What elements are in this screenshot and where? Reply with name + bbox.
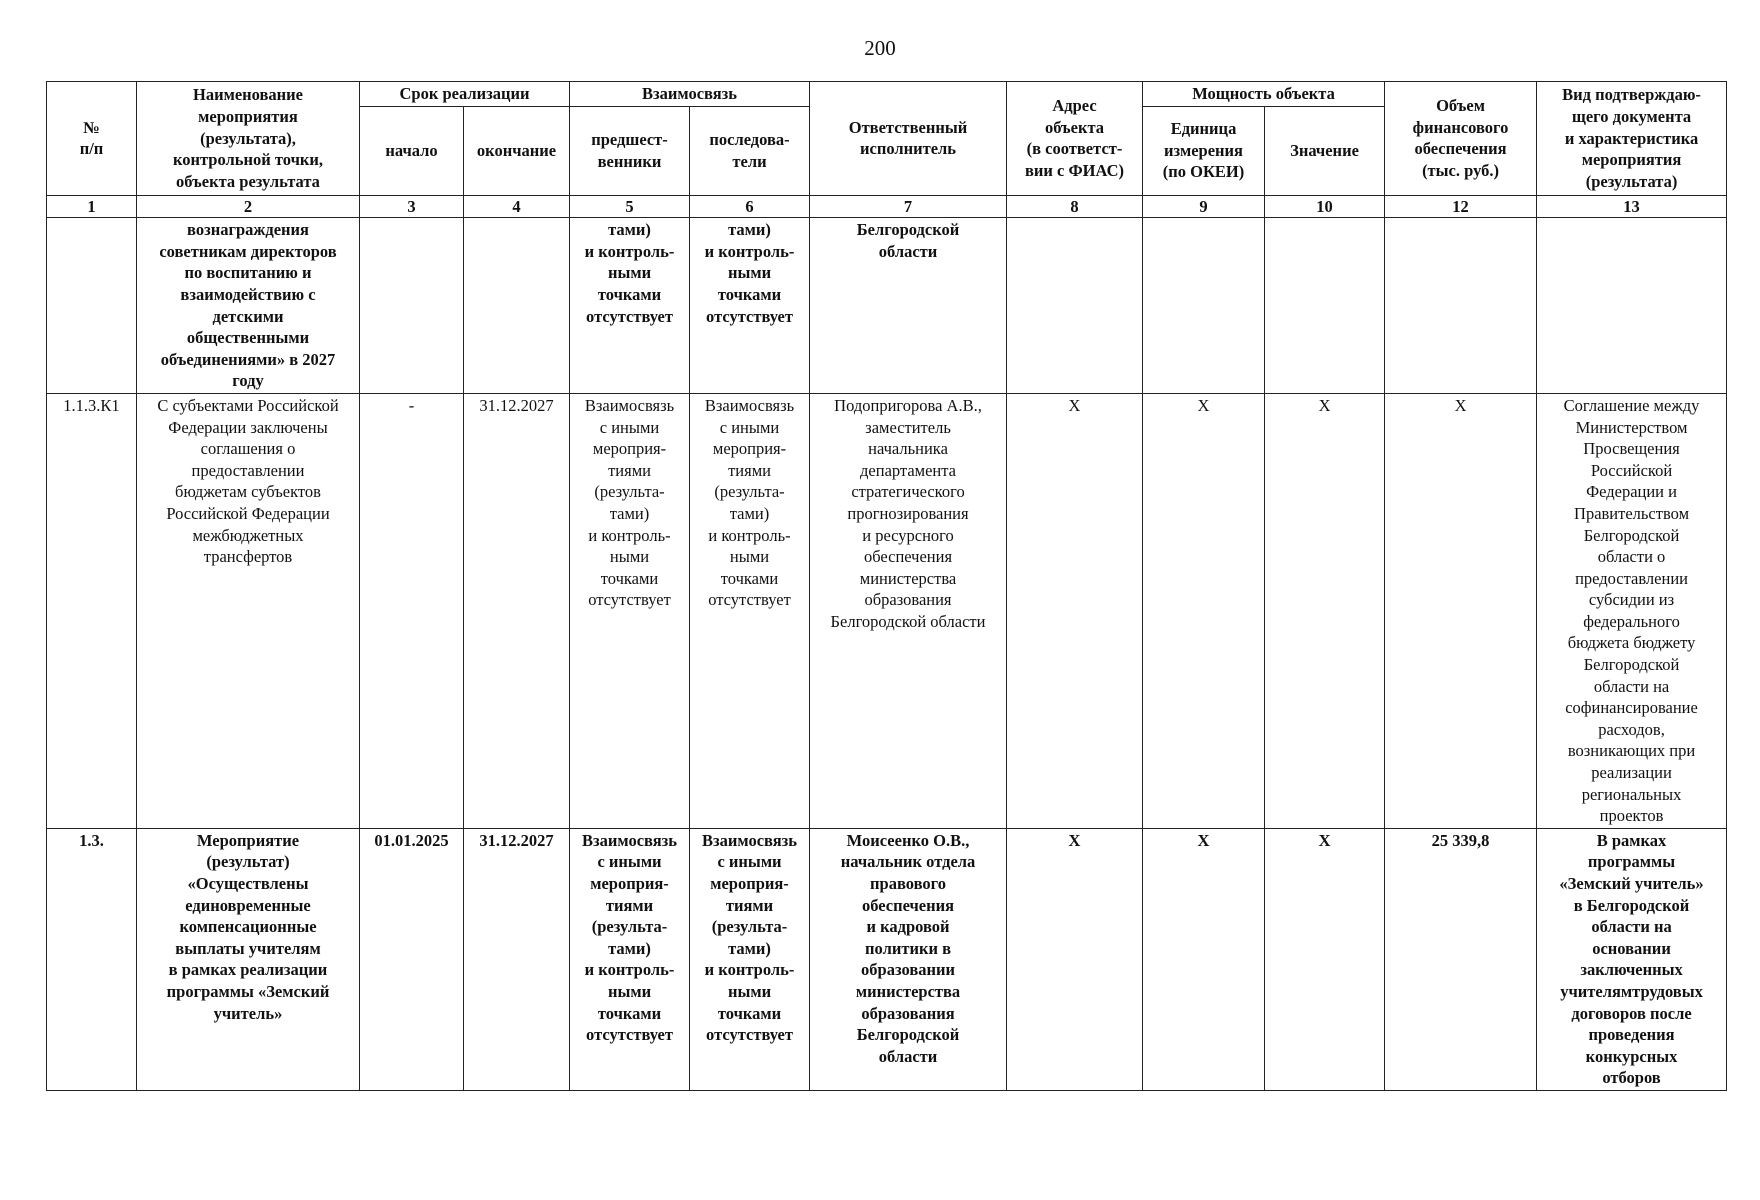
cell-executor: Подопригорова А.В., заместитель начальника департамента стратегического прогнозирования и ресурсного обеспечения министерства образования Белгородской области bbox=[810, 393, 1007, 828]
cell-executor: Моисеенко О.В., начальник отдела правового обеспечения и кадровой политики в образовании министерства образования Белгородской области bbox=[810, 828, 1007, 1090]
header-finance: Объем финансового обеспечения (тыс. руб.) bbox=[1385, 82, 1537, 196]
header-name: Наименование мероприятия (результата), контрольной точки, объекта результата bbox=[137, 82, 360, 196]
header-period-start: начало bbox=[360, 106, 464, 195]
cell-num: 1.1.3.К1 bbox=[47, 393, 137, 828]
column-number: 5 bbox=[570, 195, 690, 218]
cell-end: 31.12.2027 bbox=[464, 393, 570, 828]
header-period: Срок реализации bbox=[360, 82, 570, 107]
header-row-1 bbox=[47, 82, 1727, 107]
cell-value: X bbox=[1265, 393, 1385, 828]
cell-executor: Белгородской области bbox=[810, 218, 1007, 394]
cell-name: вознаграждения советникам директоров по воспитанию и взаимодействию с детскими общественными объединениями» в 2027 году bbox=[137, 218, 360, 394]
table-row bbox=[47, 218, 1727, 394]
header-doc-type: Вид подтверждаю- щего документа и характеристика мероприятия (результата) bbox=[1537, 82, 1727, 196]
cell-start: - bbox=[360, 393, 464, 828]
header-capacity-unit: Единица измерения (по ОКЕИ) bbox=[1143, 106, 1265, 195]
header-relation-next: последова- тели bbox=[690, 106, 810, 195]
header-relation-prev: предшест- венники bbox=[570, 106, 690, 195]
cell-predecessors: Взаимосвязь с иными мероприя- тиями (результа- тами) и контроль- ными точками отсутствует bbox=[570, 828, 690, 1090]
measures-table bbox=[46, 81, 1727, 1091]
cell-num bbox=[47, 218, 137, 394]
cell-predecessors: тами) и контроль- ными точками отсутствует bbox=[570, 218, 690, 394]
column-number: 6 bbox=[690, 195, 810, 218]
column-number: 4 bbox=[464, 195, 570, 218]
column-number: 3 bbox=[360, 195, 464, 218]
cell-doc: Соглашение между Министерством Просвещения Российской Федерации и Правительством Белгородской области о предоставлении субсидии из федерального бюджета бюджету Белгородской области на софинансирование расходов, возникающих при реализации региональных проектов bbox=[1537, 393, 1727, 828]
cell-end bbox=[464, 218, 570, 394]
cell-start bbox=[360, 218, 464, 394]
column-number: 1 bbox=[47, 195, 137, 218]
column-number: 10 bbox=[1265, 195, 1385, 218]
cell-unit bbox=[1143, 218, 1265, 394]
table-row bbox=[47, 393, 1727, 828]
header-executor: Ответственный исполнитель bbox=[810, 82, 1007, 196]
cell-end: 31.12.2027 bbox=[464, 828, 570, 1090]
cell-successors: Взаимосвязь с иными мероприя- тиями (результа- тами) и контроль- ными точками отсутствует bbox=[690, 393, 810, 828]
header-num: № п/п bbox=[47, 82, 137, 196]
cell-value bbox=[1265, 218, 1385, 394]
cell-doc: В рамках программы «Земский учитель» в Белгородской области на основании заключенных учителямтрудовых договоров после проведения конкурсных отборов bbox=[1537, 828, 1727, 1090]
column-number: 12 bbox=[1385, 195, 1537, 218]
table-row bbox=[47, 828, 1727, 1090]
column-number-row bbox=[47, 195, 1727, 218]
header-address: Адрес объекта (в соответст- вии с ФИАС) bbox=[1007, 82, 1143, 196]
cell-value: X bbox=[1265, 828, 1385, 1090]
cell-finance bbox=[1385, 218, 1537, 394]
cell-name: Мероприятие (результат) «Осуществлены единовременные компенсационные выплаты учителям в рамках реализации программы «Земский учитель» bbox=[137, 828, 360, 1090]
cell-name: С субъектами Российской Федерации заключены соглашения о предоставлении бюджетам субъектов Российской Федерации межбюджетных трансфертов bbox=[137, 393, 360, 828]
cell-doc bbox=[1537, 218, 1727, 394]
column-number: 8 bbox=[1007, 195, 1143, 218]
page-number: 200 bbox=[864, 36, 896, 60]
cell-start: 01.01.2025 bbox=[360, 828, 464, 1090]
cell-finance: X bbox=[1385, 393, 1537, 828]
cell-num: 1.3. bbox=[47, 828, 137, 1090]
column-number: 7 bbox=[810, 195, 1007, 218]
header-relation: Взаимосвязь bbox=[570, 82, 810, 107]
cell-address bbox=[1007, 218, 1143, 394]
column-number: 2 bbox=[137, 195, 360, 218]
cell-successors: тами) и контроль- ными точками отсутствует bbox=[690, 218, 810, 394]
column-number: 13 bbox=[1537, 195, 1727, 218]
cell-predecessors: Взаимосвязь с иными мероприя- тиями (результа- тами) и контроль- ными точками отсутствует bbox=[570, 393, 690, 828]
cell-successors: Взаимосвязь с иными мероприя- тиями (результа- тами) и контроль- ными точками отсутствует bbox=[690, 828, 810, 1090]
cell-address: X bbox=[1007, 828, 1143, 1090]
header-capacity: Мощность объекта bbox=[1143, 82, 1385, 107]
cell-unit: X bbox=[1143, 393, 1265, 828]
cell-unit: X bbox=[1143, 828, 1265, 1090]
header-capacity-value: Значение bbox=[1265, 106, 1385, 195]
cell-address: X bbox=[1007, 393, 1143, 828]
header-period-end: окончание bbox=[464, 106, 570, 195]
column-number: 9 bbox=[1143, 195, 1265, 218]
cell-finance: 25 339,8 bbox=[1385, 828, 1537, 1090]
